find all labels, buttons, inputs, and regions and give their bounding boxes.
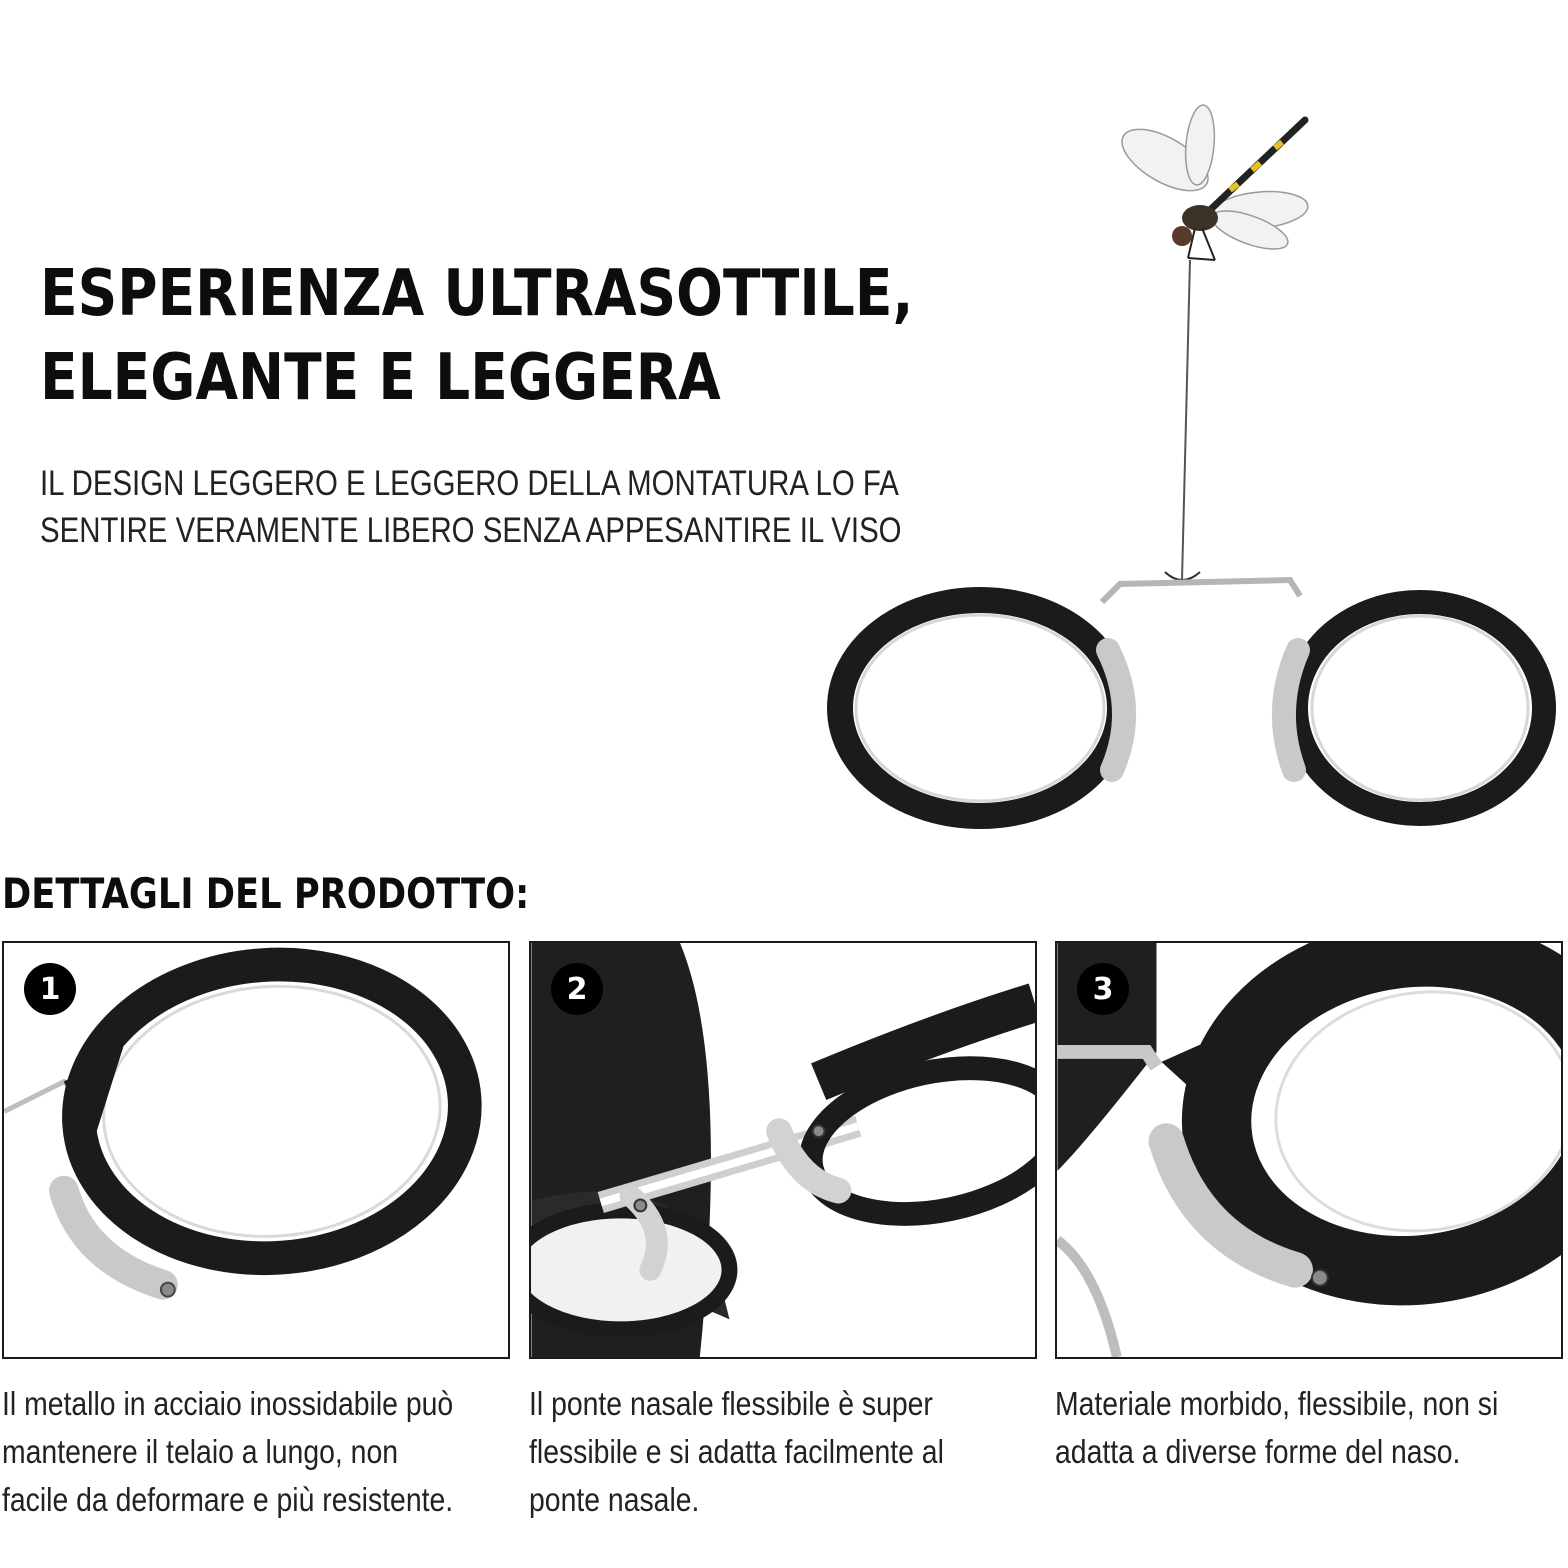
caption-3-line-1: Materiale morbido, flessibile, non si	[1055, 1385, 1499, 1422]
nose-bridge-image	[531, 943, 1035, 1357]
dragonfly-glasses-illustration	[820, 90, 1568, 850]
hero-subtext-line-1: IL DESIGN LEGGERO E LEGGERO DELLA MONTATURA LO FA	[40, 464, 899, 503]
step-badge-1: 1	[24, 963, 76, 1015]
nose-pad-image	[1057, 943, 1561, 1357]
caption-2-line-2: flessibile e si adatta facilmente al	[529, 1433, 944, 1470]
dragonfly-icon	[1112, 104, 1309, 260]
frame-bridge-image	[4, 943, 508, 1357]
detail-caption-2	[529, 1380, 944, 1524]
caption-1-line-3: facile da deformare e più resistente.	[2, 1481, 454, 1518]
hero-subtext-line-2: SENTIRE VERAMENTE LIBERO SENZA APPESANTIRE IL VISO	[40, 511, 902, 550]
caption-2-line-3: ponte nasale.	[529, 1481, 700, 1518]
reading-glasses-icon	[840, 600, 1544, 816]
detail-panel-2	[529, 941, 1037, 1359]
headline	[40, 252, 913, 420]
detail-panel-3	[1055, 941, 1563, 1359]
caption-1-line-1: Il metallo in acciaio inossidabile può	[2, 1385, 454, 1422]
hero-image	[820, 90, 1568, 850]
headline-line-2: ELEGANTE E LEGGERA	[40, 341, 721, 415]
detail-caption-1	[2, 1380, 453, 1524]
caption-2-line-1: Il ponte nasale flessibile è super	[529, 1385, 933, 1422]
caption-1-line-2: mantenere il telaio a lungo, non	[2, 1433, 399, 1470]
headline-line-1: ESPERIENZA ULTRASOTTILE,	[40, 257, 914, 331]
caption-3-line-2: adatta a diverse forme del naso.	[1055, 1433, 1461, 1470]
step-badge-3: 3	[1077, 963, 1129, 1015]
hero-subtext	[40, 460, 902, 554]
step-badge-2: 2	[551, 963, 603, 1015]
detail-caption-3	[1055, 1380, 1498, 1476]
detail-panel-1	[2, 941, 510, 1359]
details-heading: DETTAGLI DEL PRODOTTO:	[2, 869, 530, 918]
